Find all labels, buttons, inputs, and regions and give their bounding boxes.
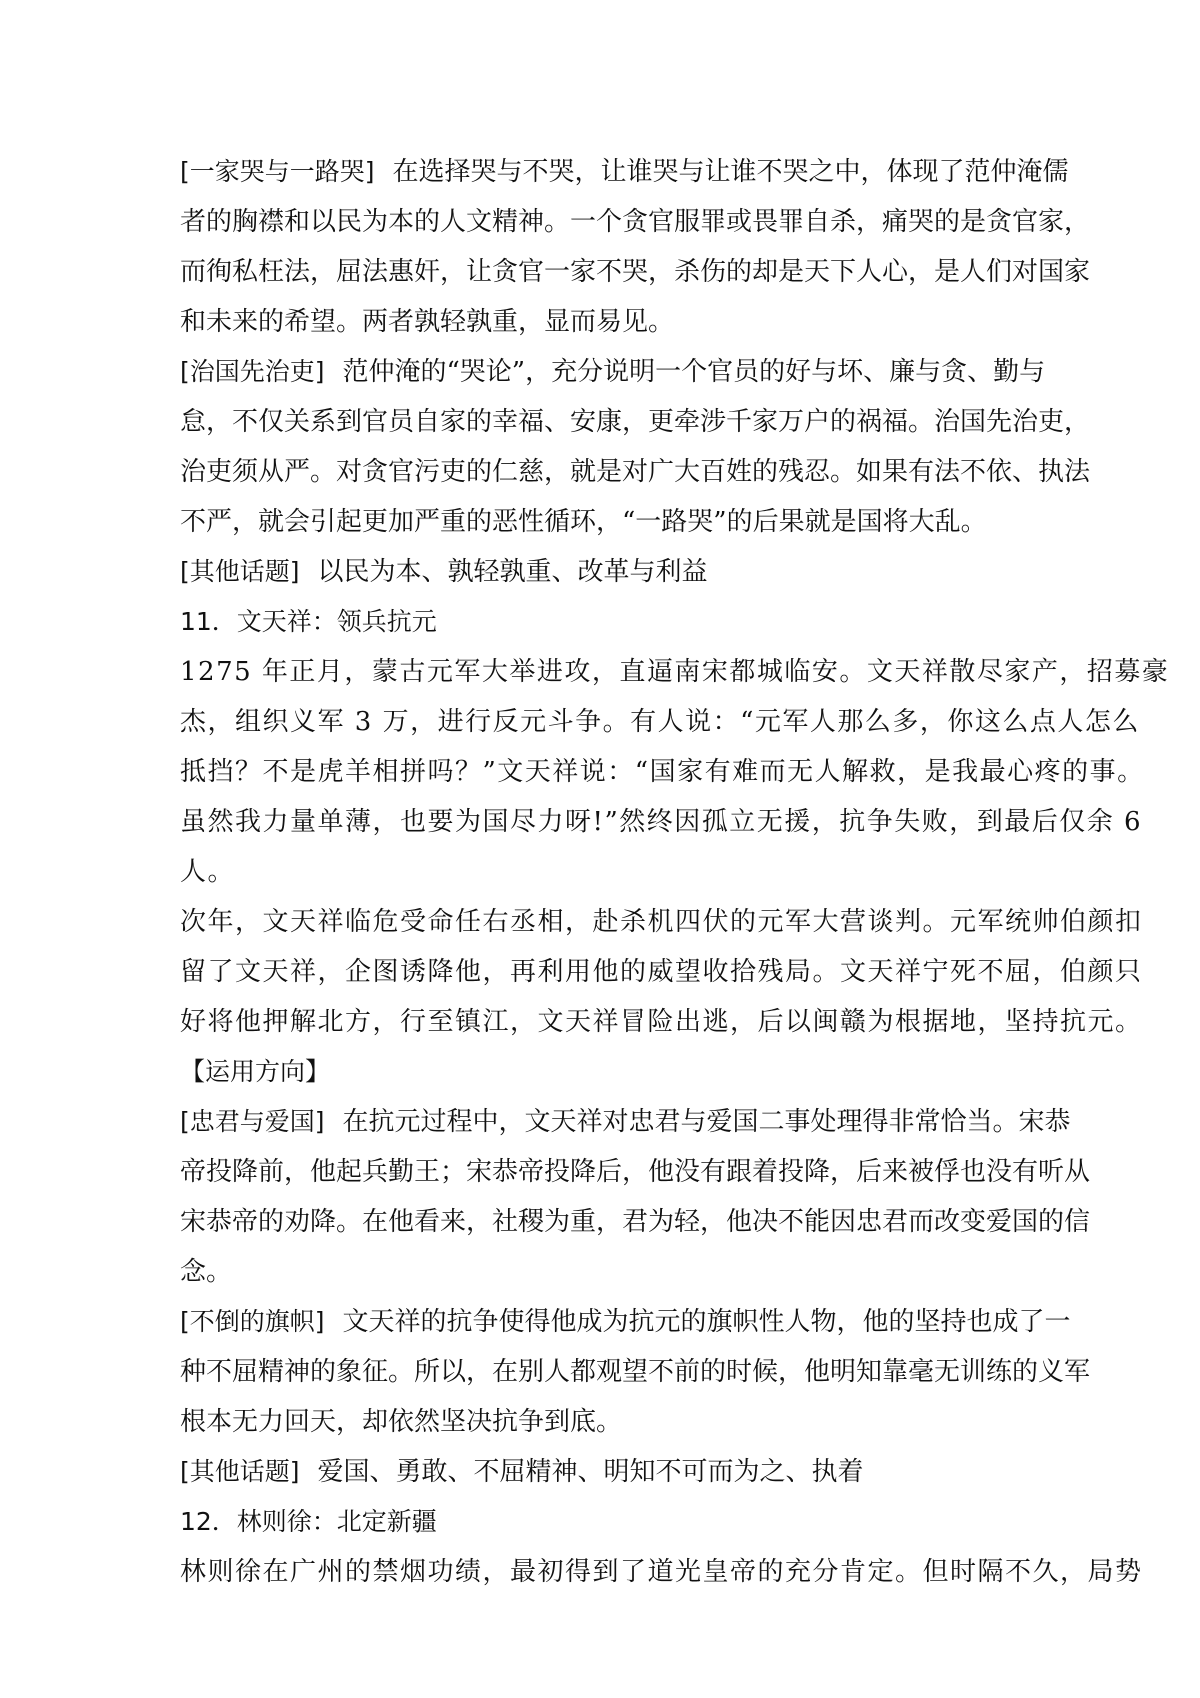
paragraph-line: 念。 — [180, 1257, 233, 1287]
tagged-paragraph — [180, 1447, 1030, 1497]
topic-tag: [不倒的旗帜] — [180, 1307, 325, 1336]
narrative-paragraph — [180, 1547, 1143, 1597]
paragraph-line — [180, 547, 1030, 597]
paragraph-line: 根本无力回天，却依然坚决抗争到底。 — [180, 1407, 623, 1437]
section-label: 【运用方向】 — [180, 1057, 331, 1086]
paragraph-line: 和未来的希望。两者孰轻孰重，显而易见。 — [180, 307, 675, 337]
paragraph-line: 不严，就会引起更加严重的恶性循环，“一路哭”的后果就是国将大乱。 — [180, 507, 987, 537]
paragraph-line: 留了文天祥，企图诱降他，再利用他的威望收拾残局。文天祥宁死不屈，伯颜只 — [180, 957, 1143, 987]
topic-tag: [其他话题] — [180, 1457, 300, 1486]
paragraph-line: 怠，不仅关系到官员自家的幸福、安康，更牵涉千家万户的祸福。治国先治吏， — [180, 407, 1091, 437]
tagged-paragraph — [180, 147, 1091, 347]
line-text: 范仲淹的“哭论”，充分说明一个官员的好与坏、廉与贪、勤与 — [342, 357, 1046, 387]
paragraph-line: 者的胸襟和以民为本的人文精神。一个贪官服罪或畏罪自杀，痛哭的是贪官家， — [180, 207, 1091, 237]
paragraph-line — [180, 1297, 1071, 1347]
paragraph-line: 杰，组织义军 3 万，进行反元斗争。有人说：“元军人那么多，你这么点人怎么 — [180, 707, 1140, 737]
topic-tag: [其他话题] — [180, 557, 300, 586]
paragraph-line: 好将他押解北方，行至镇江，文天祥冒险出逃，后以闽赣为根据地，坚持抗元。 — [180, 1007, 1143, 1037]
document-body — [180, 147, 1170, 1597]
paragraph-line — [180, 1447, 1030, 1497]
paragraph-line — [180, 147, 1069, 197]
paragraph-line: 虽然我力量单薄，也要为国尽力呀!”然终因孤立无援，抗争失败，到最后仅余 6 — [180, 807, 1143, 837]
paragraph-line: 次年，文天祥临危受命任右丞相，赴杀机四伏的元军大营谈判。元军统帅伯颜扣 — [180, 907, 1143, 937]
narrative-paragraph — [180, 647, 1170, 897]
paragraph-line — [180, 1097, 1071, 1147]
narrative-paragraph — [180, 897, 1143, 1047]
tagged-paragraph — [180, 1297, 1091, 1447]
paragraph-line: 1275 年正月，蒙古元军大举进攻，直逼南宋都城临安。文天祥散尽家产，招募豪 — [180, 657, 1170, 687]
section-heading: 11．文天祥：领兵抗元 — [180, 607, 437, 636]
paragraph-line: 帝投降前，他起兵勤王；宋恭帝投降后，他没有跟着投降，后来被俘也没有听从 — [180, 1157, 1091, 1187]
tagged-paragraph — [180, 1097, 1091, 1297]
line-text: 文天祥的抗争使得他成为抗元的旗帜性人物，他的坚持也成了一 — [342, 1307, 1071, 1337]
topic-tag: [治国先治吏] — [180, 357, 325, 386]
paragraph-line: 而徇私枉法，屈法惠奸，让贪官一家不哭，杀伤的却是天下人心，是人们对国家 — [180, 257, 1091, 287]
tagged-paragraph — [180, 347, 1091, 547]
line-text: 在选择哭与不哭，让谁哭与让谁不哭之中，体现了范仲淹儒 — [392, 157, 1069, 187]
paragraph-line — [180, 347, 1046, 397]
topic-tag: [一家哭与一路哭] — [180, 157, 375, 186]
section-heading: 12．林则徐：北定新疆 — [180, 1507, 437, 1536]
line-text: 在抗元过程中，文天祥对忠君与爱国二事处理得非常恰当。宋恭 — [342, 1107, 1071, 1137]
paragraph-line: 宋恭帝的劝降。在他看来，社稷为重，君为轻，他决不能因忠君而改变爱国的信 — [180, 1207, 1091, 1237]
paragraph-line: 抵挡？不是虎羊相拼吗？”文天祥说：“国家有难而无人解救，是我最心疼的事。 — [180, 757, 1145, 787]
paragraph-line: 治吏须从严。对贪官污吏的仁慈，就是对广大百姓的残忍。如果有法不依、执法 — [180, 457, 1091, 487]
paragraph-line: 林则徐在广州的禁烟功绩，最初得到了道光皇帝的充分肯定。但时隔不久，局势 — [180, 1557, 1143, 1587]
topic-tag: [忠君与爱国] — [180, 1107, 325, 1136]
paragraph-line: 种不屈精神的象征。所以，在别人都观望不前的时候，他明知靠毫无训练的义军 — [180, 1357, 1091, 1387]
line-text: 爱国、勇敢、不屈精神、明知不可而为之、执着 — [317, 1457, 864, 1487]
line-text: 以民为本、孰轻孰重、改革与利益 — [317, 557, 708, 587]
tagged-paragraph — [180, 547, 1030, 597]
paragraph-line: 人。 — [180, 857, 236, 887]
